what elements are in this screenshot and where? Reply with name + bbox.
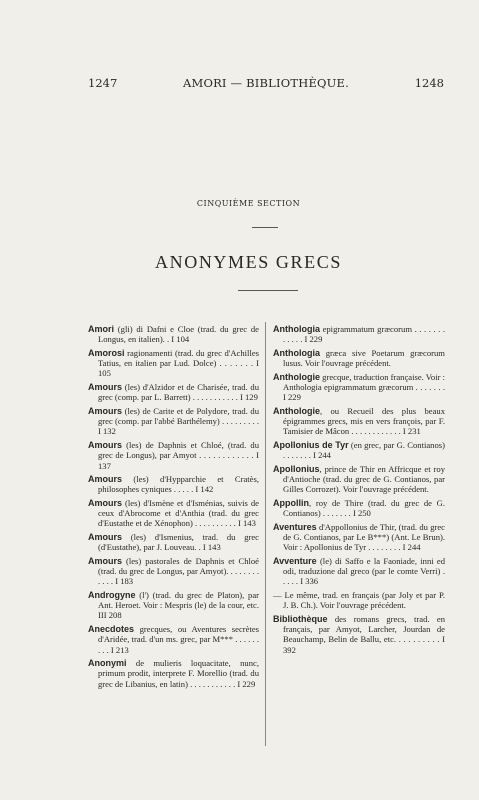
catalog-entry	[273, 614, 445, 655]
catalog-entry	[273, 324, 445, 345]
entry-headword: Amours	[88, 531, 123, 542]
catalog-entry	[88, 324, 259, 345]
entry-text: (les) de Daphnis et Chloé, (trad. du grec de Longus), par Amyot . . . . . . . . . . . . I 137	[98, 439, 259, 471]
entry-headword: Amours	[88, 439, 123, 450]
catalog-entry	[273, 372, 445, 403]
left-column	[88, 324, 259, 692]
entry-text: epigrammatum græcorum . . . . . . . . . . . . I 229	[283, 324, 445, 345]
entry-headword: Anthologia	[273, 347, 320, 358]
entry-text: grecques, ou Aventures secrètes d'Aridée, trad. d'un ms. grec, par M*** . . . . . . . . . I 213	[98, 623, 259, 655]
entry-headword: Amours	[88, 555, 123, 566]
entry-text: de mulieris loquacitate, nunc, primum prodit, interprete F. Morellio (trad. du grec de Libanius, en latin) . . . . . . . . . . . I 229	[98, 658, 259, 689]
entry-text: , prince de Thir en Affricque et roy d'Antioche (trad. du grec de G. Contianos, par Gilles Corrozet). Voir l'ouvrage précédent.	[283, 463, 445, 495]
catalog-entry	[273, 464, 445, 495]
ornamental-rule	[252, 227, 278, 228]
catalog-entry	[88, 658, 259, 689]
entry-headword: Apollonius de Tyr	[273, 439, 349, 450]
right-column	[273, 324, 445, 658]
catalog-entry	[88, 532, 259, 553]
entry-text: grecque, traduction française. Voir : Anthologia epigrammatum græcorum . . . . . . . I 229	[283, 371, 445, 403]
section-title: ANONYMES GRECS	[155, 252, 342, 272]
catalog-entry	[273, 590, 445, 611]
section-label: CINQUIÈME SECTION	[196, 199, 301, 208]
catalog-entry	[273, 498, 445, 519]
entry-headword: Anonymi	[88, 658, 127, 668]
entry-headword: Anthologia	[273, 324, 320, 334]
entry-headword: Bibliothèque	[273, 613, 328, 624]
catalog-entry	[88, 382, 259, 403]
entry-headword: Amours	[88, 497, 123, 508]
entry-headword: Amours	[88, 381, 123, 392]
entry-headword: Aventures	[273, 521, 317, 532]
entry-headword: Anthologie	[273, 371, 320, 382]
entry-headword: Amorosi	[88, 347, 125, 358]
catalog-entry	[88, 624, 259, 655]
entry-headword: Appollin	[273, 497, 309, 508]
entry-text: , roy de Thire (trad. du grec de G. Contianos) . . . . . . . I 250	[283, 497, 445, 519]
entry-headword: Apollonius	[273, 463, 320, 474]
page-header	[88, 76, 444, 92]
entry-text: (gli) di Dafni e Cloe (trad. du grec de Longus, en italien). . I 104	[98, 324, 259, 345]
entry-text: (les) d'Alzidor et de Charisée, trad. du grec (comp. par L. Barrett) . . . . . . . . . . . I 129	[98, 381, 259, 403]
entry-headword: Avventure	[273, 555, 317, 566]
entry-text: (les) d'Hypparchie et Cratès, philosophes cyniques . . . . . I 142	[98, 473, 259, 495]
entry-text: (les) de Carite et de Polydore, trad. du grec (comp. par l'abbé Barthélemy) . . . . . . . . . I 132	[98, 405, 259, 437]
entry-text: ragionamenti (trad. du grec d'Achilles Tatius, en italien par Lud. Dolce) . . . . . . . I 105	[98, 347, 259, 379]
catalog-entry	[88, 590, 259, 621]
catalog-entry	[88, 474, 259, 495]
entry-text: (l') (trad. du grec de Platon), par Ant. Heroet. Voir : Mespris (le) de la cour, etc. III 208	[98, 589, 259, 621]
entry-headword: Amours	[88, 473, 123, 484]
entry-text: (les) d'Ismenius, trad. du grec (d'Eustathe), par J. Louveau. . I 143	[98, 531, 259, 553]
catalog-entry	[88, 406, 259, 437]
catalog-entry	[273, 348, 445, 369]
entry-headword: Anecdotes	[88, 623, 135, 634]
entry-text: des romans grecs, trad. en français, par Amyot, Larcher, Jourdan de Beauchamp, Belin de Ballu, etc. . . . . . . . . . I 392	[283, 613, 445, 655]
catalog-entry	[273, 556, 445, 587]
catalog-entry	[88, 498, 259, 529]
entry-text: d'Appollonius de Thir, (trad. du grec de G. Contianos, par Le B***) (Ant. Le Brun). Voir : Apollonius de Tyr . . . . . . . . I 244	[283, 521, 445, 553]
entry-text: (en grec, par G. Contianos) . . . . . . . I 244	[283, 439, 445, 461]
catalog-entry	[273, 406, 445, 437]
catalog-entry	[273, 440, 445, 461]
entry-text: græca sive Poetarum græcorum lusus. Voir l'ouvrage précédent.	[283, 347, 445, 369]
entry-text: — Le même, trad. en français (par Joly et par P. J. B. Ch.). Voir l'ouvrage précédent.	[273, 589, 445, 611]
entry-headword: Anthologie	[273, 405, 320, 416]
page-number-left: 1247	[88, 76, 118, 90]
catalog-entry	[88, 556, 259, 587]
entry-text: (les) pastorales de Daphnis et Chloé (trad. du grec de Longus, par Amyot). . . . . . . . . . . . I 183	[98, 555, 259, 587]
catalog-entry	[273, 522, 445, 553]
entry-text: , ou Recueil des plus beaux épigrammes grecs, mis en vers françois, par F. Tamisier de Mâcon . . . . . . . . . . . . I 231	[283, 405, 445, 437]
running-title: AMORI — BIBLIOTHÈQUE.	[182, 76, 350, 90]
entry-text: (les) d'Ismène et d'Isménias, suivis de ceux d'Abrocome et d'Anthia (trad. du grec d'Eustathe et de Xénophon) . . . . . . . . . . I 143	[98, 497, 259, 529]
page-number-right: 1248	[414, 76, 444, 90]
entry-headword: Amori	[88, 324, 115, 334]
entry-headword: Androgyne	[88, 589, 136, 600]
ornamental-rule	[238, 290, 298, 291]
catalog-entry	[88, 440, 259, 471]
column-divider	[265, 322, 266, 746]
catalog-entry	[88, 348, 259, 379]
entry-headword: Amours	[88, 405, 123, 416]
entry-text: (le) di Saffo e la Faoniade, inni ed odi, traduzione dal greco (par le comte Verri) . . . . . I 336	[283, 555, 445, 587]
